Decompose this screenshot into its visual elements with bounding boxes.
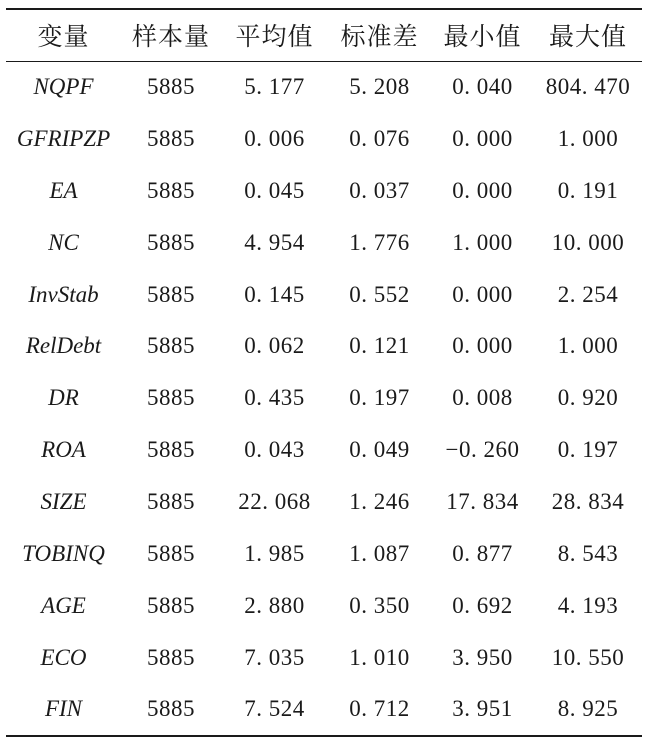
cell-sample-size: 5885 — [121, 684, 221, 736]
header-std-dev: 标准差 — [328, 9, 431, 61]
cell-max: 10. 000 — [551, 229, 625, 255]
table-row — [6, 269, 642, 321]
header-max: 最大值 — [534, 9, 642, 61]
cell-sample-size: 5885 — [147, 385, 195, 411]
cell-std-dev: 1. 776 — [349, 229, 410, 255]
cell-min: 0. 000 — [452, 281, 513, 307]
cell-variable: InvStab — [28, 281, 99, 307]
cell-variable: RelDebt — [25, 333, 102, 359]
cell-max: 28. 834 — [551, 489, 625, 515]
cell-max: 4. 193 — [557, 592, 619, 618]
cell-min: 0. 692 — [452, 592, 513, 618]
cell-std-dev: 1. 087 — [349, 540, 410, 566]
descriptive-statistics-table — [6, 8, 642, 737]
cell-sample-size: 5885 — [147, 177, 195, 203]
cell-max: 8. 543 — [557, 540, 619, 566]
cell-std-dev: 1. 246 — [349, 489, 410, 515]
cell-sample-size: 5885 — [147, 74, 195, 100]
cell-max: 1. 000 — [557, 125, 619, 151]
cell-min: 3. 951 — [431, 684, 534, 736]
table-body — [6, 61, 642, 736]
table-row — [6, 424, 642, 476]
cell-std-dev: 0. 076 — [349, 125, 410, 151]
header-row — [6, 9, 642, 61]
cell-sample-size: 5885 — [147, 592, 195, 618]
cell-std-dev: 0. 712 — [328, 684, 431, 736]
header-sample-size: 样本量 — [121, 9, 221, 61]
cell-mean: 0. 062 — [244, 333, 305, 359]
cell-mean: 4. 954 — [244, 229, 305, 255]
cell-std-dev: 0. 350 — [349, 592, 410, 618]
cell-std-dev: 0. 037 — [349, 177, 410, 203]
cell-std-dev: 0. 121 — [349, 333, 410, 359]
cell-max: 0. 197 — [557, 437, 619, 463]
cell-min: −0. 260 — [445, 437, 520, 463]
cell-sample-size: 5885 — [147, 281, 195, 307]
cell-sample-size: 5885 — [147, 333, 195, 359]
table-row — [6, 217, 642, 269]
table-row — [6, 684, 642, 736]
cell-sample-size: 5885 — [147, 644, 195, 670]
header-min: 最小值 — [431, 9, 534, 61]
cell-mean: 22. 068 — [238, 489, 311, 515]
cell-min: 0. 877 — [452, 540, 513, 566]
cell-max: 0. 191 — [557, 177, 619, 203]
cell-sample-size: 5885 — [147, 229, 195, 255]
cell-variable: ECO — [40, 644, 87, 670]
cell-min: 17. 834 — [446, 489, 519, 515]
cell-mean: 5. 177 — [244, 74, 305, 100]
cell-variable: NQPF — [33, 74, 94, 100]
cell-mean: 0. 045 — [244, 177, 305, 203]
cell-mean: 7. 035 — [244, 644, 305, 670]
table-row — [6, 476, 642, 528]
cell-mean: 0. 145 — [244, 281, 305, 307]
table-row — [6, 580, 642, 632]
cell-min: 0. 000 — [452, 177, 513, 203]
header-variable: 变量 — [6, 9, 121, 61]
cell-std-dev: 1. 010 — [349, 644, 410, 670]
table-header — [6, 9, 642, 61]
cell-variable: SIZE — [40, 489, 87, 515]
cell-min: 0. 000 — [452, 333, 513, 359]
cell-variable: AGE — [41, 592, 86, 618]
header-mean: 平均值 — [221, 9, 328, 61]
cell-variable: EA — [49, 177, 78, 203]
cell-variable: GFRIPZP — [16, 125, 111, 151]
cell-min: 3. 950 — [452, 644, 513, 670]
cell-max: 10. 550 — [551, 644, 625, 670]
cell-max: 804. 470 — [545, 74, 631, 100]
cell-mean: 0. 006 — [244, 125, 305, 151]
cell-min: 0. 000 — [452, 125, 513, 151]
cell-std-dev: 0. 049 — [349, 437, 410, 463]
table-row — [6, 113, 642, 165]
cell-max: 8. 925 — [534, 684, 642, 736]
cell-mean: 2. 880 — [244, 592, 305, 618]
cell-min: 1. 000 — [452, 229, 513, 255]
cell-sample-size: 5885 — [147, 437, 195, 463]
cell-mean: 0. 435 — [244, 385, 305, 411]
cell-variable: TOBINQ — [22, 540, 105, 566]
table-row — [6, 372, 642, 424]
cell-sample-size: 5885 — [147, 540, 195, 566]
cell-max: 1. 000 — [557, 333, 619, 359]
cell-min: 0. 008 — [452, 385, 513, 411]
cell-mean: 1. 985 — [244, 540, 305, 566]
cell-variable: FIN — [6, 684, 121, 736]
cell-min: 0. 040 — [452, 74, 513, 100]
table-row — [6, 528, 642, 580]
cell-variable: NC — [48, 229, 79, 255]
cell-max: 2. 254 — [557, 281, 619, 307]
cell-std-dev: 0. 552 — [349, 281, 410, 307]
cell-variable: DR — [48, 385, 79, 411]
cell-std-dev: 0. 197 — [349, 385, 410, 411]
cell-sample-size: 5885 — [147, 125, 195, 151]
cell-max: 0. 920 — [557, 385, 619, 411]
cell-mean: 0. 043 — [244, 437, 305, 463]
table-row — [6, 165, 642, 217]
cell-variable: ROA — [41, 437, 86, 463]
cell-mean: 7. 524 — [221, 684, 328, 736]
table-row — [6, 320, 642, 372]
cell-std-dev: 5. 208 — [349, 74, 410, 100]
table-row — [6, 61, 642, 113]
table-row — [6, 632, 642, 684]
cell-sample-size: 5885 — [147, 489, 195, 515]
